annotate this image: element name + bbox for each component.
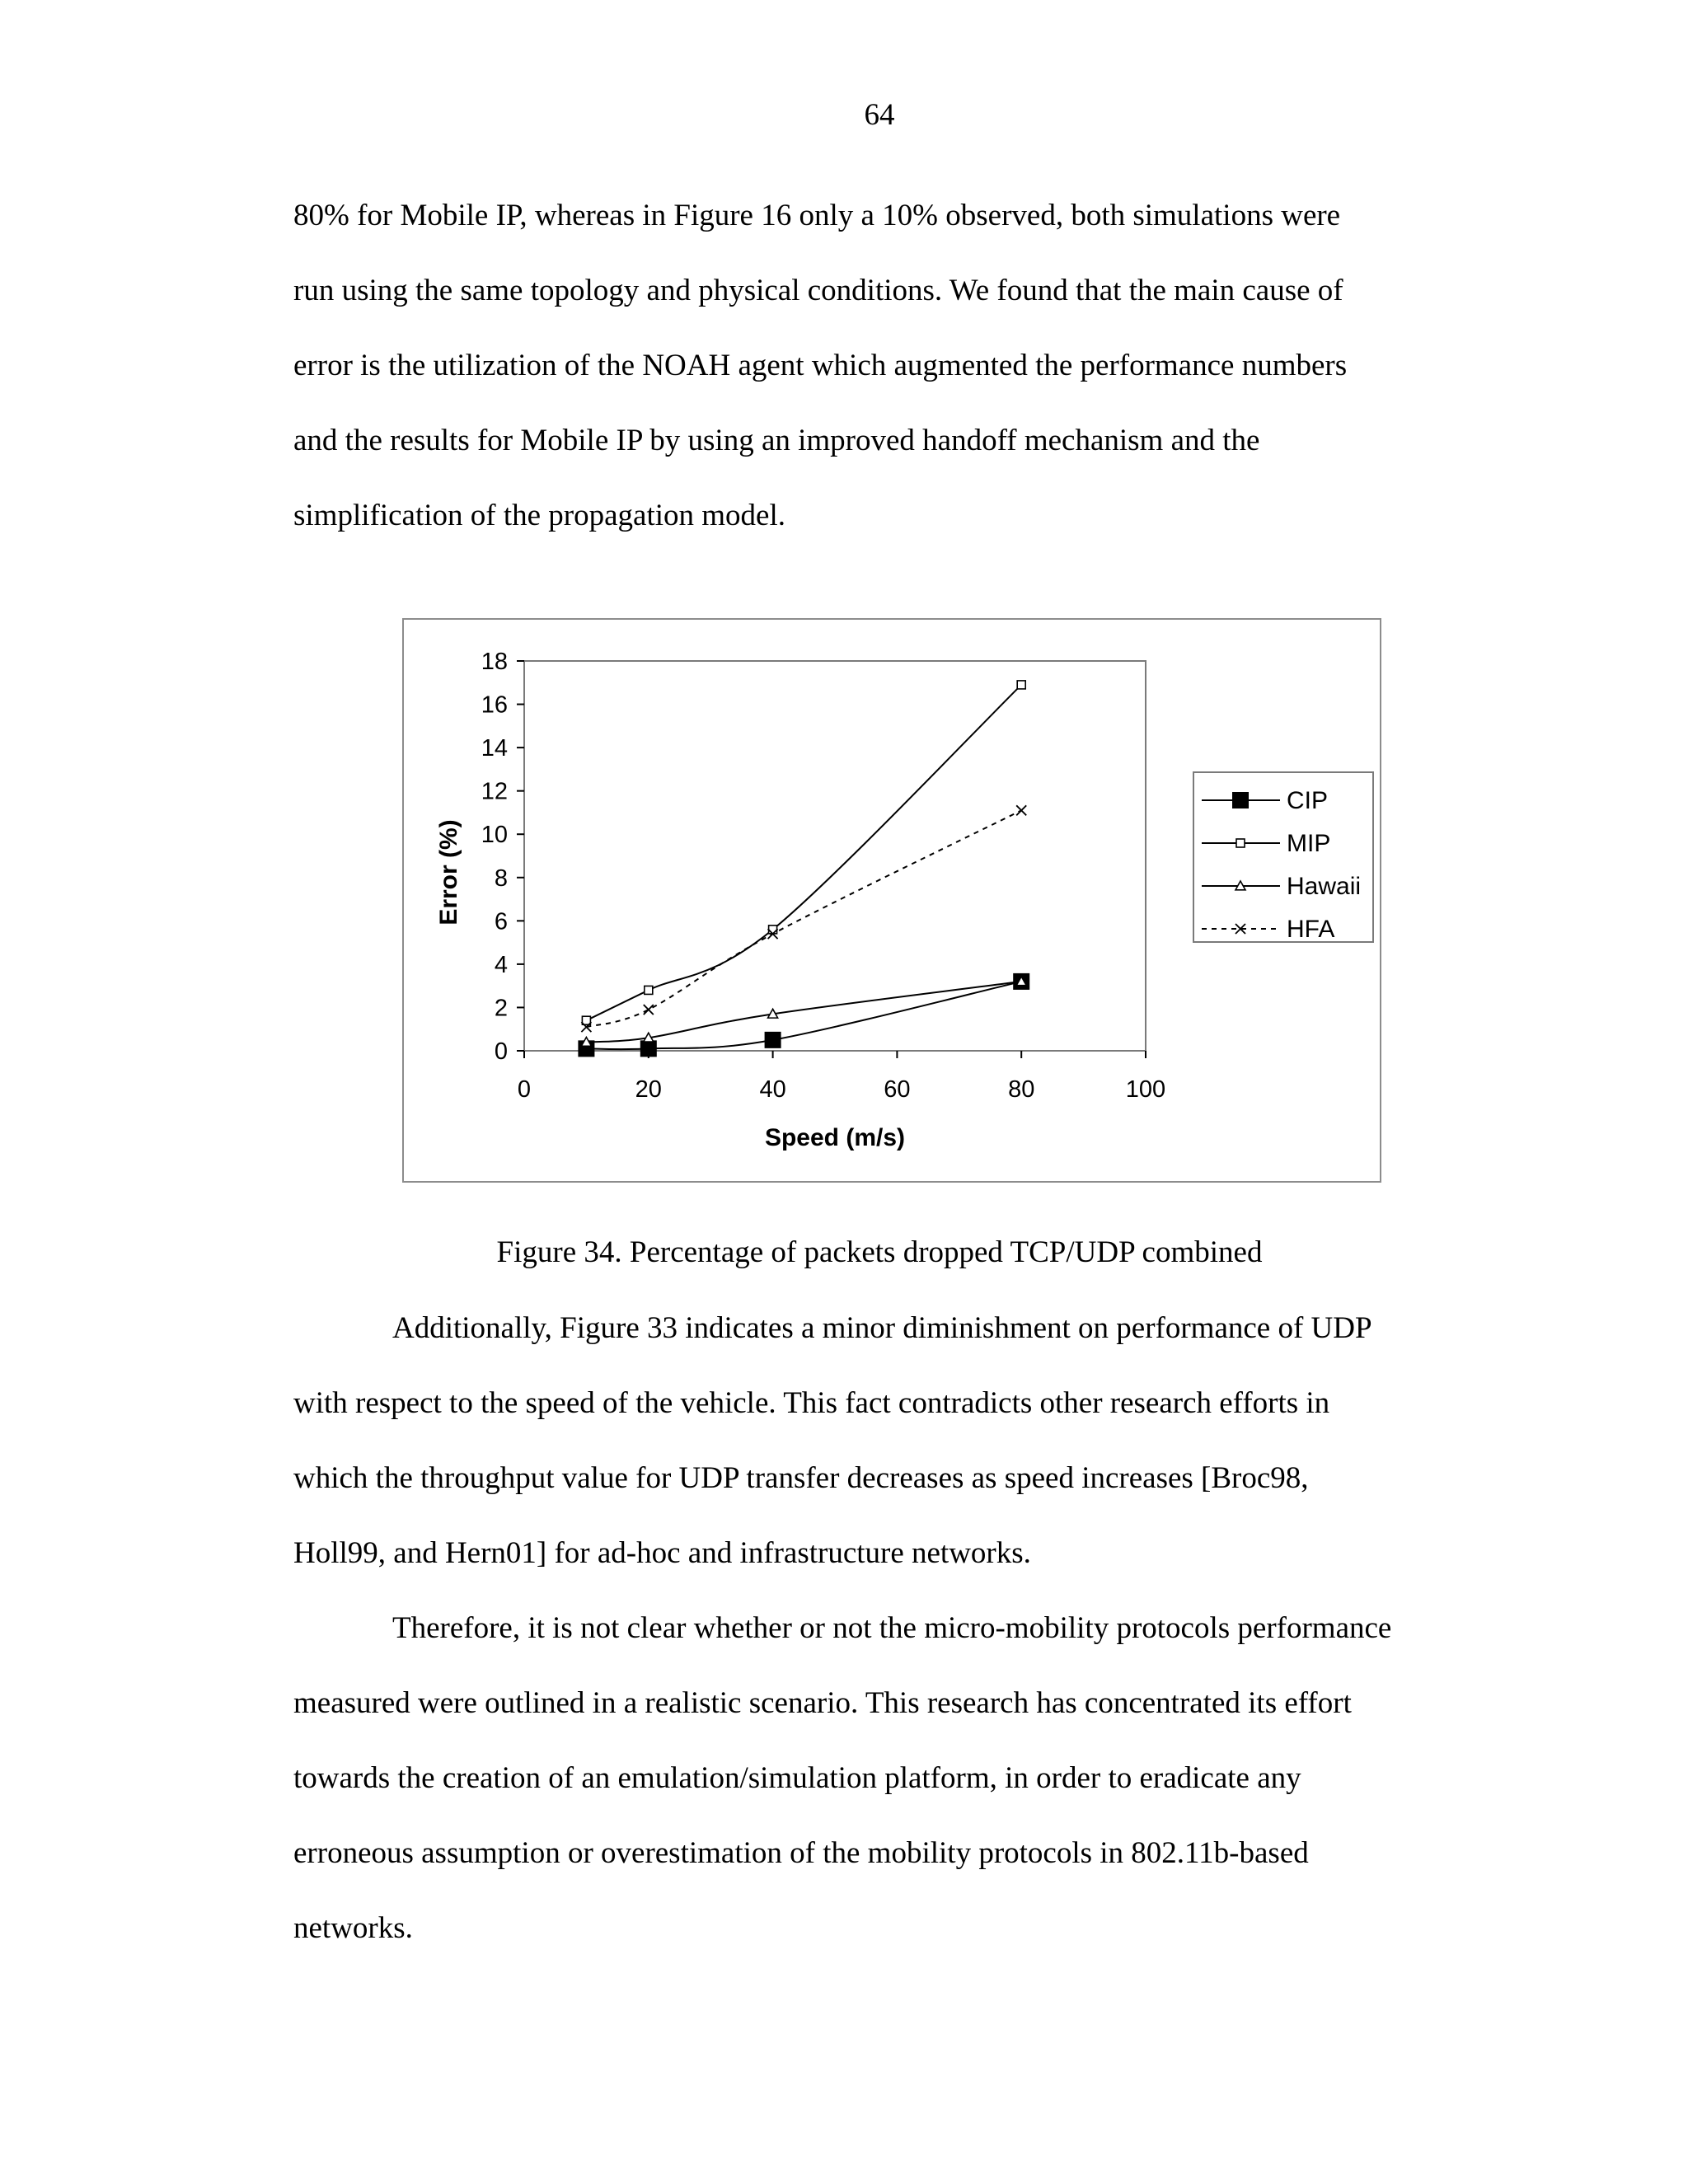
- y-tick-label: 12: [481, 778, 508, 805]
- y-tick-label: 14: [481, 735, 508, 762]
- legend-label-mip: MIP: [1287, 830, 1331, 857]
- legend-label-hawaii: Hawaii: [1287, 873, 1362, 900]
- y-tick-label: 18: [481, 649, 508, 675]
- series-line-mip: [586, 685, 1021, 1020]
- legend-marker-mip: [1236, 839, 1245, 847]
- x-tick-label: 80: [1008, 1076, 1035, 1103]
- x-tick-label: 0: [517, 1076, 532, 1103]
- x-tick-label: 60: [884, 1076, 911, 1103]
- figure-caption: Figure 34. Percentage of packets dropped TCP/UDP combined: [496, 1235, 1263, 1269]
- chart-svg: [404, 620, 1383, 1184]
- y-tick-label: 16: [481, 691, 508, 719]
- text-line: simplification of the propagation model.: [293, 499, 786, 532]
- legend-box: [1193, 772, 1373, 942]
- paragraph-3: [293, 1604, 1480, 1979]
- legend-label-cip: CIP: [1287, 787, 1329, 814]
- y-tick-label: 0: [494, 1038, 508, 1065]
- data-point-mip: [769, 926, 777, 934]
- data-point-mip: [1017, 681, 1025, 689]
- text-line: measured were outlined in a realistic scenario. This research has concentrated its effort: [293, 1686, 1352, 1720]
- text-line: Therefore, it is not clear whether or not the micro-mobility protocols performance: [392, 1611, 1392, 1645]
- data-point-mip: [645, 986, 653, 994]
- figure-34-chart: [402, 618, 1381, 1183]
- x-tick-label: 40: [759, 1076, 786, 1103]
- text-line: and the results for Mobile IP by using an improved handoff mechanism and the: [293, 424, 1260, 457]
- text-line: 80% for Mobile IP, whereas in Figure 16 only a 10% observed, both simulations were: [293, 199, 1341, 232]
- legend-marker-cip: [1232, 792, 1249, 808]
- y-tick-label: 8: [494, 865, 508, 892]
- data-point-cip: [640, 1040, 657, 1057]
- paragraph-1: [293, 191, 1480, 566]
- data-point-hfa: [1016, 805, 1026, 815]
- page-number: 64: [864, 98, 895, 132]
- paragraph-2: [293, 1304, 1480, 1604]
- text-line: with respect to the speed of the vehicle. This fact contradicts other research efforts in: [293, 1386, 1330, 1420]
- data-point-cip: [765, 1032, 781, 1048]
- plot-area-border: [524, 661, 1146, 1051]
- y-tick-label: 2: [494, 995, 508, 1022]
- text-line: networks.: [293, 1911, 413, 1945]
- data-point-hfa: [644, 1005, 654, 1015]
- text-line: which the throughput value for UDP transfer decreases as speed increases [Broc98,: [293, 1461, 1309, 1495]
- text-line: Additionally, Figure 33 indicates a minor diminishment on performance of UDP: [392, 1311, 1372, 1345]
- y-tick-label: 10: [481, 822, 508, 849]
- legend-label-hfa: HFA: [1287, 916, 1335, 943]
- text-line: towards the creation of an emulation/simulation platform, in order to eradicate any: [293, 1761, 1301, 1795]
- text-line: run using the same topology and physical conditions. We found that the main cause of: [293, 274, 1343, 307]
- x-axis-label: Speed (m/s): [764, 1124, 906, 1151]
- y-tick-label: 4: [494, 951, 508, 978]
- text-line: Holl99, and Hern01] for ad-hoc and infrastructure networks.: [293, 1536, 1031, 1570]
- text-line: error is the utilization of the NOAH agent which augmented the performance numbers: [293, 349, 1348, 382]
- y-tick-label: 6: [494, 908, 508, 935]
- y-axis-label: Error (%): [435, 819, 462, 926]
- text-line: erroneous assumption or overestimation of the mobility protocols in 802.11b-based: [293, 1836, 1309, 1870]
- x-tick-label: 20: [635, 1076, 662, 1103]
- x-tick-label: 100: [1125, 1076, 1166, 1103]
